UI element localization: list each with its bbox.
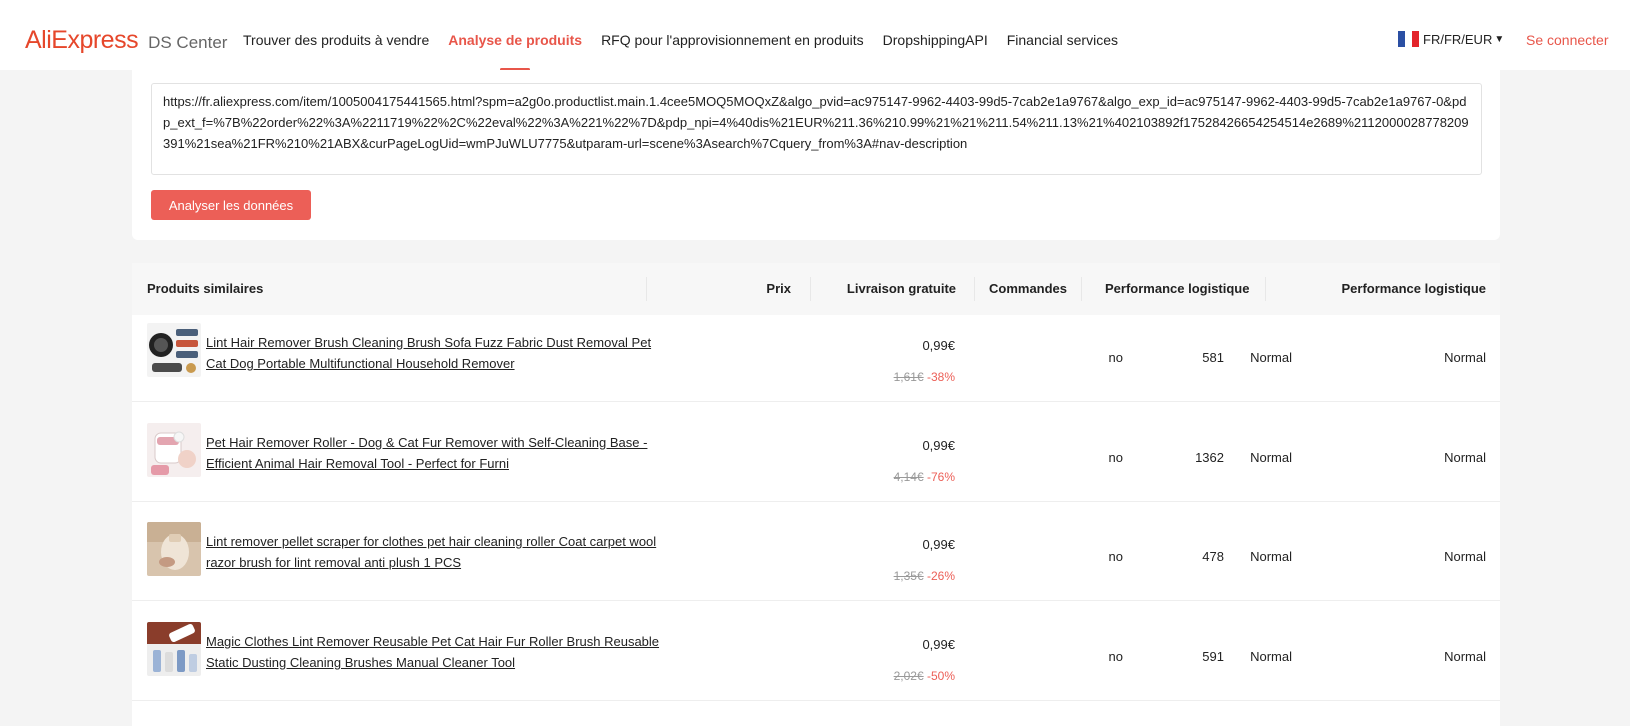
logo-wordmark: AliExpress bbox=[25, 26, 139, 54]
logo-subtitle: DS Center bbox=[148, 33, 228, 52]
table-row bbox=[132, 502, 1500, 601]
original-price bbox=[894, 569, 955, 583]
header-divider bbox=[974, 277, 975, 301]
logistics-performance-value-2: Normal bbox=[1444, 549, 1486, 564]
table-row bbox=[132, 602, 1500, 701]
header-product: Produits similaires bbox=[147, 281, 264, 296]
discount-badge: -50% bbox=[926, 669, 955, 683]
header-divider bbox=[646, 277, 647, 301]
original-price bbox=[894, 470, 955, 484]
strikethrough-price: 2,02€ bbox=[893, 669, 924, 683]
logistics-performance-value-2: Normal bbox=[1444, 350, 1486, 365]
orders-value: 1362 bbox=[1195, 450, 1224, 465]
analyze-button[interactable]: Analyser les données bbox=[151, 190, 311, 220]
top-header bbox=[0, 0, 1630, 70]
header-logistics-performance-2: Performance logistique bbox=[1341, 281, 1486, 296]
free-shipping-value: no bbox=[1108, 450, 1123, 465]
header-orders: Commandes bbox=[989, 281, 1068, 296]
nav-find-products[interactable]: Trouver des produits à vendre bbox=[243, 32, 430, 48]
free-shipping-value: no bbox=[1108, 549, 1123, 564]
logistics-performance-value: Normal bbox=[1250, 350, 1292, 365]
product-thumbnail[interactable] bbox=[147, 522, 201, 576]
locale-label: FR/FR/EUR bbox=[1423, 31, 1493, 47]
product-link[interactable]: Magic Clothes Lint Remover Reusable Pet Cat Hair Fur Roller Brush Reusable Static Dusting Cleaning Brushes Manual Cleaner Tool bbox=[206, 634, 660, 670]
product-link[interactable]: Lint Hair Remover Brush Cleaning Brush Sofa Fuzz Fabric Dust Removal Pet Cat Dog Portable Multifunctional Household Remover bbox=[206, 335, 652, 371]
main-nav bbox=[243, 32, 1137, 48]
logistics-performance-value-2: Normal bbox=[1444, 649, 1486, 664]
product-thumbnail[interactable] bbox=[147, 323, 201, 377]
logistics-performance-value: Normal bbox=[1250, 649, 1292, 664]
orders-value: 478 bbox=[1202, 549, 1224, 564]
nav-rfq[interactable]: RFQ pour l'approvisionnement en produits bbox=[601, 32, 864, 48]
discount-badge: -26% bbox=[926, 569, 955, 583]
orders-value: 581 bbox=[1202, 350, 1224, 365]
nav-financial-services[interactable]: Financial services bbox=[1006, 32, 1118, 48]
strikethrough-price: 1,35€ bbox=[893, 569, 924, 583]
header-divider bbox=[1265, 277, 1266, 301]
nav-dropshipping-api[interactable]: DropshippingAPI bbox=[882, 32, 988, 48]
free-shipping-value: no bbox=[1108, 350, 1123, 365]
free-shipping-value: no bbox=[1108, 649, 1123, 664]
product-link[interactable]: Lint remover pellet scraper for clothes pet hair cleaning roller Coat carpet wool razor brush for lint removal anti plush 1 PCS bbox=[206, 534, 657, 570]
product-thumbnail[interactable] bbox=[147, 423, 201, 477]
price: 0,99€ bbox=[922, 637, 955, 652]
url-analysis-panel bbox=[132, 70, 1500, 240]
nav-product-analysis[interactable]: Analyse de produits bbox=[448, 32, 583, 48]
price: 0,99€ bbox=[922, 537, 955, 552]
header-divider bbox=[810, 277, 811, 301]
discount-badge: -76% bbox=[926, 470, 955, 484]
header-price: Prix bbox=[766, 281, 791, 296]
logo[interactable] bbox=[25, 26, 227, 55]
table-row bbox=[132, 303, 1500, 402]
caret-down-icon: ▼ bbox=[1494, 33, 1505, 45]
header-divider bbox=[1081, 277, 1082, 301]
original-price bbox=[894, 370, 955, 384]
header-free-shipping: Livraison gratuite bbox=[846, 281, 956, 296]
strikethrough-price: 4,14€ bbox=[893, 470, 924, 484]
similar-products-table bbox=[132, 263, 1500, 726]
discount-badge: -38% bbox=[926, 370, 955, 384]
header-logistics-performance: Performance logistique bbox=[1105, 281, 1250, 296]
table-row bbox=[132, 403, 1500, 502]
login-link[interactable]: Se connecter bbox=[1526, 32, 1609, 48]
price: 0,99€ bbox=[922, 438, 955, 453]
logistics-performance-value-2: Normal bbox=[1444, 450, 1486, 465]
product-link[interactable]: Pet Hair Remover Roller - Dog & Cat Fur Remover with Self-Cleaning Base - Efficient Animal Hair Removal Tool - Perfect for Furni bbox=[206, 435, 648, 471]
product-url-input[interactable]: https://fr.aliexpress.com/item/1005004175441565.html?spm=a2g0o.productlist.main.1.4cee5MOQ5MOQxZ&algo_pvid=ac975147-9962-4403-99d5-7cab2e1a9767&algo_exp_id=ac975147-9962-4403-99d5-7cab2e1a9767-0&pdp_ext_f=%7B%22order%22%3A%2211719%22%2C%22eval%22%3A%221%22%7D&pdp_npi=4%40dis%21EUR%211.36%210.99%21%21%211.54%211.13%21%402103892f17528426654254514e2689%2112000028778209391%21sea%21FR%210%21ABX&curPageLogUid=wmPJuWLU7775&utparam-url=scene%3Asearch%7Cquery_from%3A#nav-description bbox=[151, 83, 1482, 175]
logistics-performance-value: Normal bbox=[1250, 450, 1292, 465]
orders-value: 591 bbox=[1202, 649, 1224, 664]
france-flag-icon bbox=[1398, 31, 1419, 47]
locale-selector[interactable] bbox=[1398, 31, 1504, 47]
logistics-performance-value: Normal bbox=[1250, 549, 1292, 564]
strikethrough-price: 1,61€ bbox=[893, 370, 924, 384]
product-thumbnail[interactable] bbox=[147, 622, 201, 676]
price: 0,99€ bbox=[922, 338, 955, 353]
original-price bbox=[894, 669, 955, 683]
